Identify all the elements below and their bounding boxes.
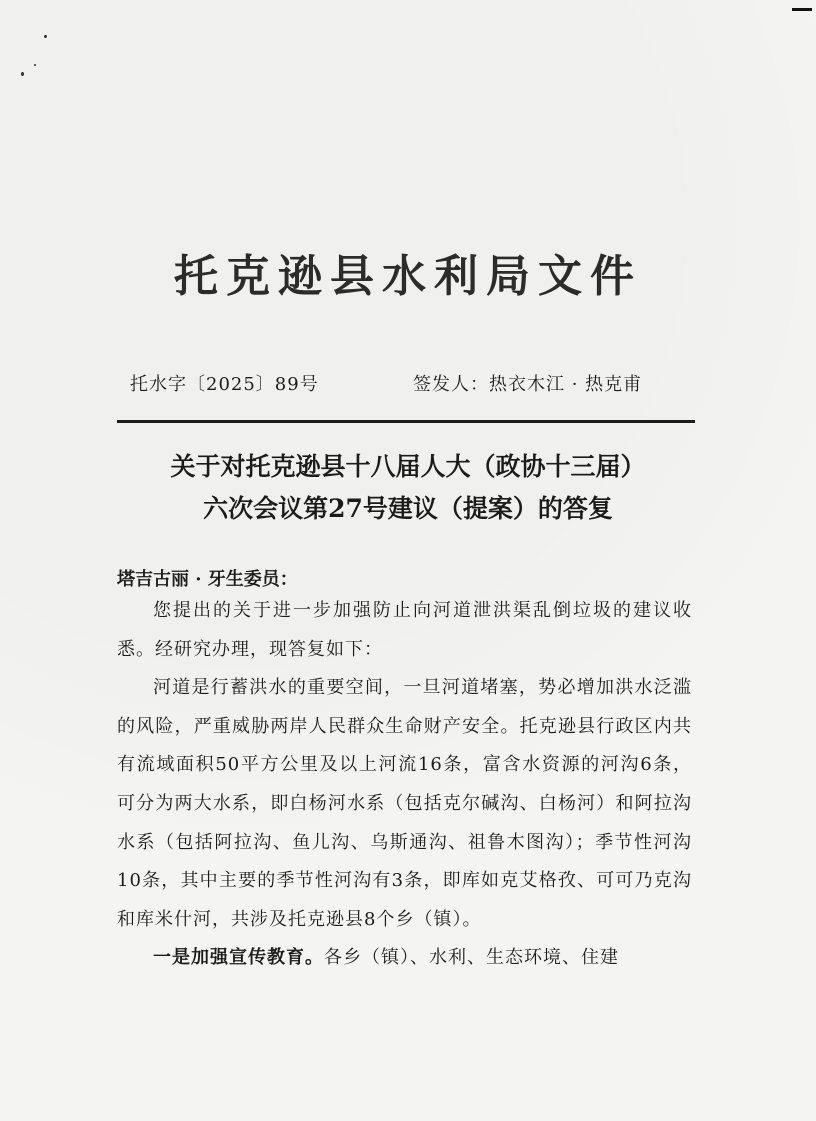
title-line-1: 关于对托克逊县十八届人大（政协十三届） xyxy=(170,452,646,481)
header-divider xyxy=(117,420,695,423)
document-body xyxy=(117,592,692,978)
body-paragraph: 您提出的关于进一步加强防止向河道泄洪渠乱倒垃圾的建议收悉。经研究办理，现答复如下： xyxy=(117,600,692,660)
document-title xyxy=(0,446,816,530)
scan-speck xyxy=(21,72,24,76)
scan-speck xyxy=(34,64,36,66)
body-paragraph xyxy=(117,939,692,978)
signer-info xyxy=(413,370,642,396)
signer-label: 签发人： xyxy=(413,374,489,395)
scan-edge-mark xyxy=(792,8,812,11)
scan-speck xyxy=(44,35,47,38)
paragraph-text: 各乡（镇）、水利、生态环境、住建 xyxy=(324,947,619,969)
salutation: 塔吉古丽 · 牙生委员： xyxy=(117,569,298,590)
paragraph-lead: 一是加强宣传教育。 xyxy=(153,947,324,969)
document-number: 托水字〔2025〕89号 xyxy=(130,374,319,395)
org-masthead: 托克逊县水利局文件 xyxy=(174,251,642,302)
body-paragraph: 河道是行蓄洪水的重要空间，一旦河道堵塞，势必增加洪水泛滥的风险，严重威胁两岸人民群众生命财产安全。托克逊县行政区内共有流域面积50平方公里及以上河流16条，富含水资源的河沟6条，可分为两大水系，即白杨河水系（包括克尔碱沟、白杨河）和阿拉沟水系（包括阿拉沟、鱼儿沟、乌斯通沟、祖鲁木图沟）；季节性河沟10条，其中主要的季节性河沟有3条，即库如克艾格孜、可可乃克沟和库米什河，共涉及托克逊县8个乡（镇）。 xyxy=(117,677,692,930)
signer-name: 热衣木江 · 热克甫 xyxy=(489,374,643,395)
title-line-2: 六次会议第27号建议（提案）的答复 xyxy=(203,494,613,523)
